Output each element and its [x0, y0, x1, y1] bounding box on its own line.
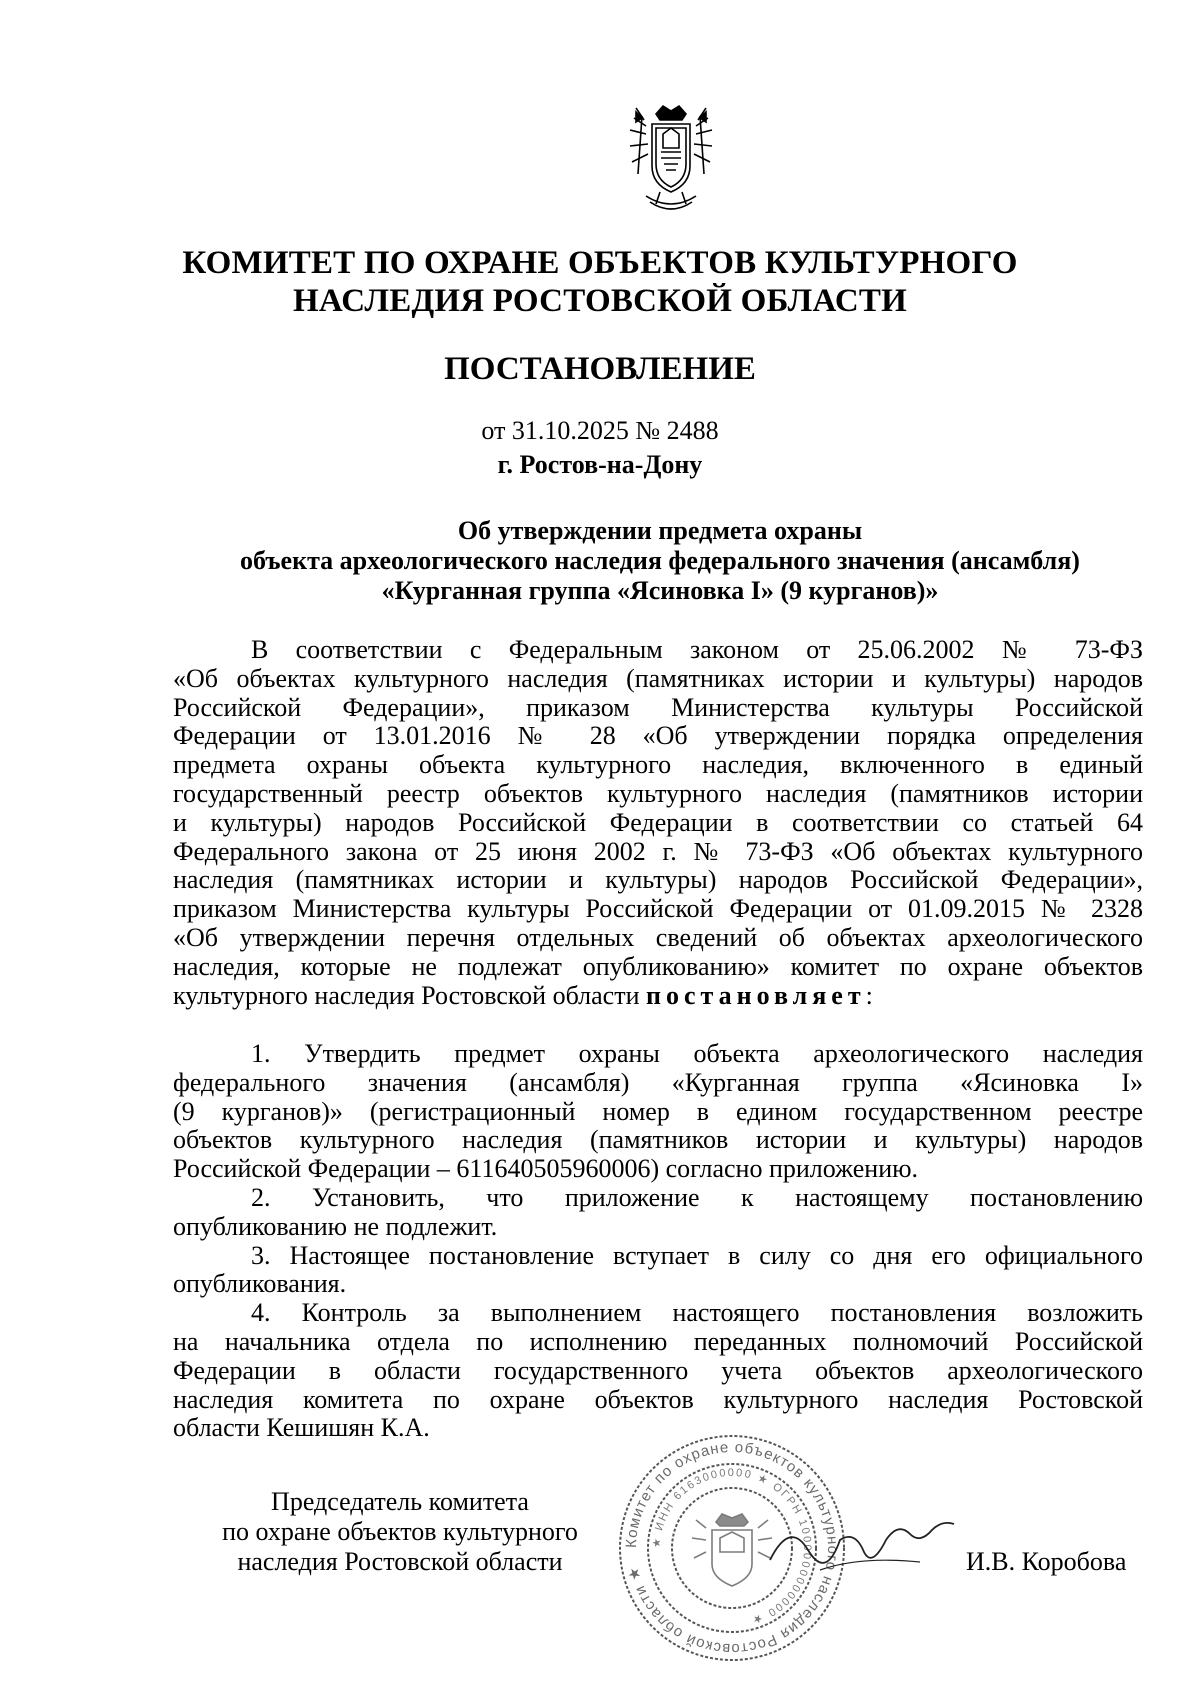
clause-3-line: 3. Настоящее постановление вступает в силу со дня его официального	[251, 1240, 1143, 1270]
preamble-line: приказом Министерства культуры Российской Федерации от 01.09.2015 № 2328	[173, 894, 1143, 924]
preamble-line: «Об объектах культурного наследия (памятниках истории и культуры) народов	[173, 663, 1143, 693]
subject-line2: объекта археологического наследия федерального значения (ансамбля)	[240, 546, 1080, 575]
resolves-word: постановляет	[646, 980, 866, 1010]
clause-4-line: на начальника отдела по исполнению переданных полномочий Российской	[173, 1326, 1143, 1356]
preamble-line: Федерации от 13.01.2016 № 28 «Об утверждении порядка определения	[173, 721, 1143, 751]
clause-3-line: опубликования.	[173, 1269, 347, 1299]
organization-name-line2: НАСЛЕДИЯ РОСТОВСКОЙ ОБЛАСТИ	[293, 283, 907, 319]
organization-name	[0, 244, 1200, 320]
clause-1-line: (9 курганов)» (регистрационный номер в едином государственном реестре	[173, 1096, 1143, 1126]
clause-4-line: 4. Контроль за выполнением настоящего постановления возложить	[251, 1298, 1143, 1328]
preamble-line: и культуры) народов Российской Федерации в соответствии со статьей 64	[173, 807, 1143, 837]
preamble-line: Федерального закона от 25 июня 2002 г. № 73-ФЗ «Об объектах культурного	[173, 836, 1143, 866]
clauses-list	[173, 1040, 1143, 1443]
document-city: г. Ростов-на-Дону	[497, 450, 703, 479]
clause-4-line: Федерации в области государственного учета объектов археологического	[173, 1355, 1143, 1385]
subject-line3: «Курганная группа «Ясиновка I» (9 курганов)»	[381, 576, 939, 605]
svg-text:★ ИНН 6163000000 ★ ОГРН 100000: ★ ИНН 6163000000 ★ ОГРН 1000000000000 ★	[650, 1466, 814, 1627]
clause-1-line: 1. Утвердить предмет охраны объекта археологического наследия	[251, 1039, 1143, 1068]
preamble-last-line	[173, 982, 1143, 1011]
preamble-line: государственный реестр объектов культурного наследия (памятников истории	[173, 778, 1143, 808]
document-date-number: от 31.10.2025 № 2488	[481, 416, 719, 445]
clause-2-line: 2. Установить, что приложение к настоящему постановлению	[251, 1182, 1143, 1212]
svg-text:Комитет по охране объектов кул: Комитет по охране объектов культурного наследия Ростовской области ★	[622, 1438, 842, 1658]
clause-2-line: опубликованию не подлежит.	[173, 1211, 498, 1241]
preamble-line: Российской Федерации», приказом Министерства культуры Российской	[173, 692, 1143, 722]
clause-1-line: федерального значения (ансамбля) «Курганная группа «Ясиновка I»	[173, 1067, 1143, 1097]
document-subject	[120, 516, 1200, 606]
clause-4-line: области Кешишян К.А.	[173, 1413, 430, 1443]
signer-title	[190, 1487, 610, 1577]
preamble-line: предмета охраны объекта культурного наследия, включенного в единый	[173, 750, 1143, 780]
handwritten-signature	[760, 1500, 960, 1590]
signer-title-line1: Председатель комитета	[271, 1487, 529, 1516]
signer-title-line2: по охране объектов культурного	[222, 1517, 578, 1546]
preamble-last-text: культурного наследия Ростовской области	[173, 980, 640, 1010]
clause-1-line: объектов культурного наследия (памятников истории и культуры) народов	[173, 1125, 1143, 1155]
resolves-colon: :	[865, 980, 873, 1010]
signer-name: И.В. Коробова	[966, 1547, 1127, 1576]
subject-line1: Об утверждении предмета охраны	[457, 516, 863, 545]
preamble-line: «Об утверждении перечня отдельных сведений об объектах археологического	[173, 922, 1143, 952]
preamble-line: В соответствии с Федеральным законом от 25.06.2002 № 73-ФЗ	[251, 635, 1143, 664]
organization-name-line1: КОМИТЕТ ПО ОХРАНЕ ОБЪЕКТОВ КУЛЬТУРНОГО	[182, 245, 1018, 281]
preamble-paragraph	[173, 636, 1143, 1010]
preamble-line: наследия, которые не подлежат опубликованию» комитет по охране объектов	[173, 951, 1143, 981]
document-type: ПОСТАНОВЛЕНИЕ	[444, 351, 756, 387]
clause-4-line: наследия комитета по охране объектов культурного наследия Ростовской	[173, 1384, 1143, 1414]
signer-title-line3: наследия Ростовской области	[237, 1547, 563, 1576]
clause-1-line: Российской Федерации – 611640505960006) согласно приложению.	[173, 1154, 919, 1184]
preamble-line: наследия (памятниках истории и культуры) народов Российской Федерации»,	[173, 865, 1143, 895]
coat-of-arms-icon	[616, 100, 726, 220]
